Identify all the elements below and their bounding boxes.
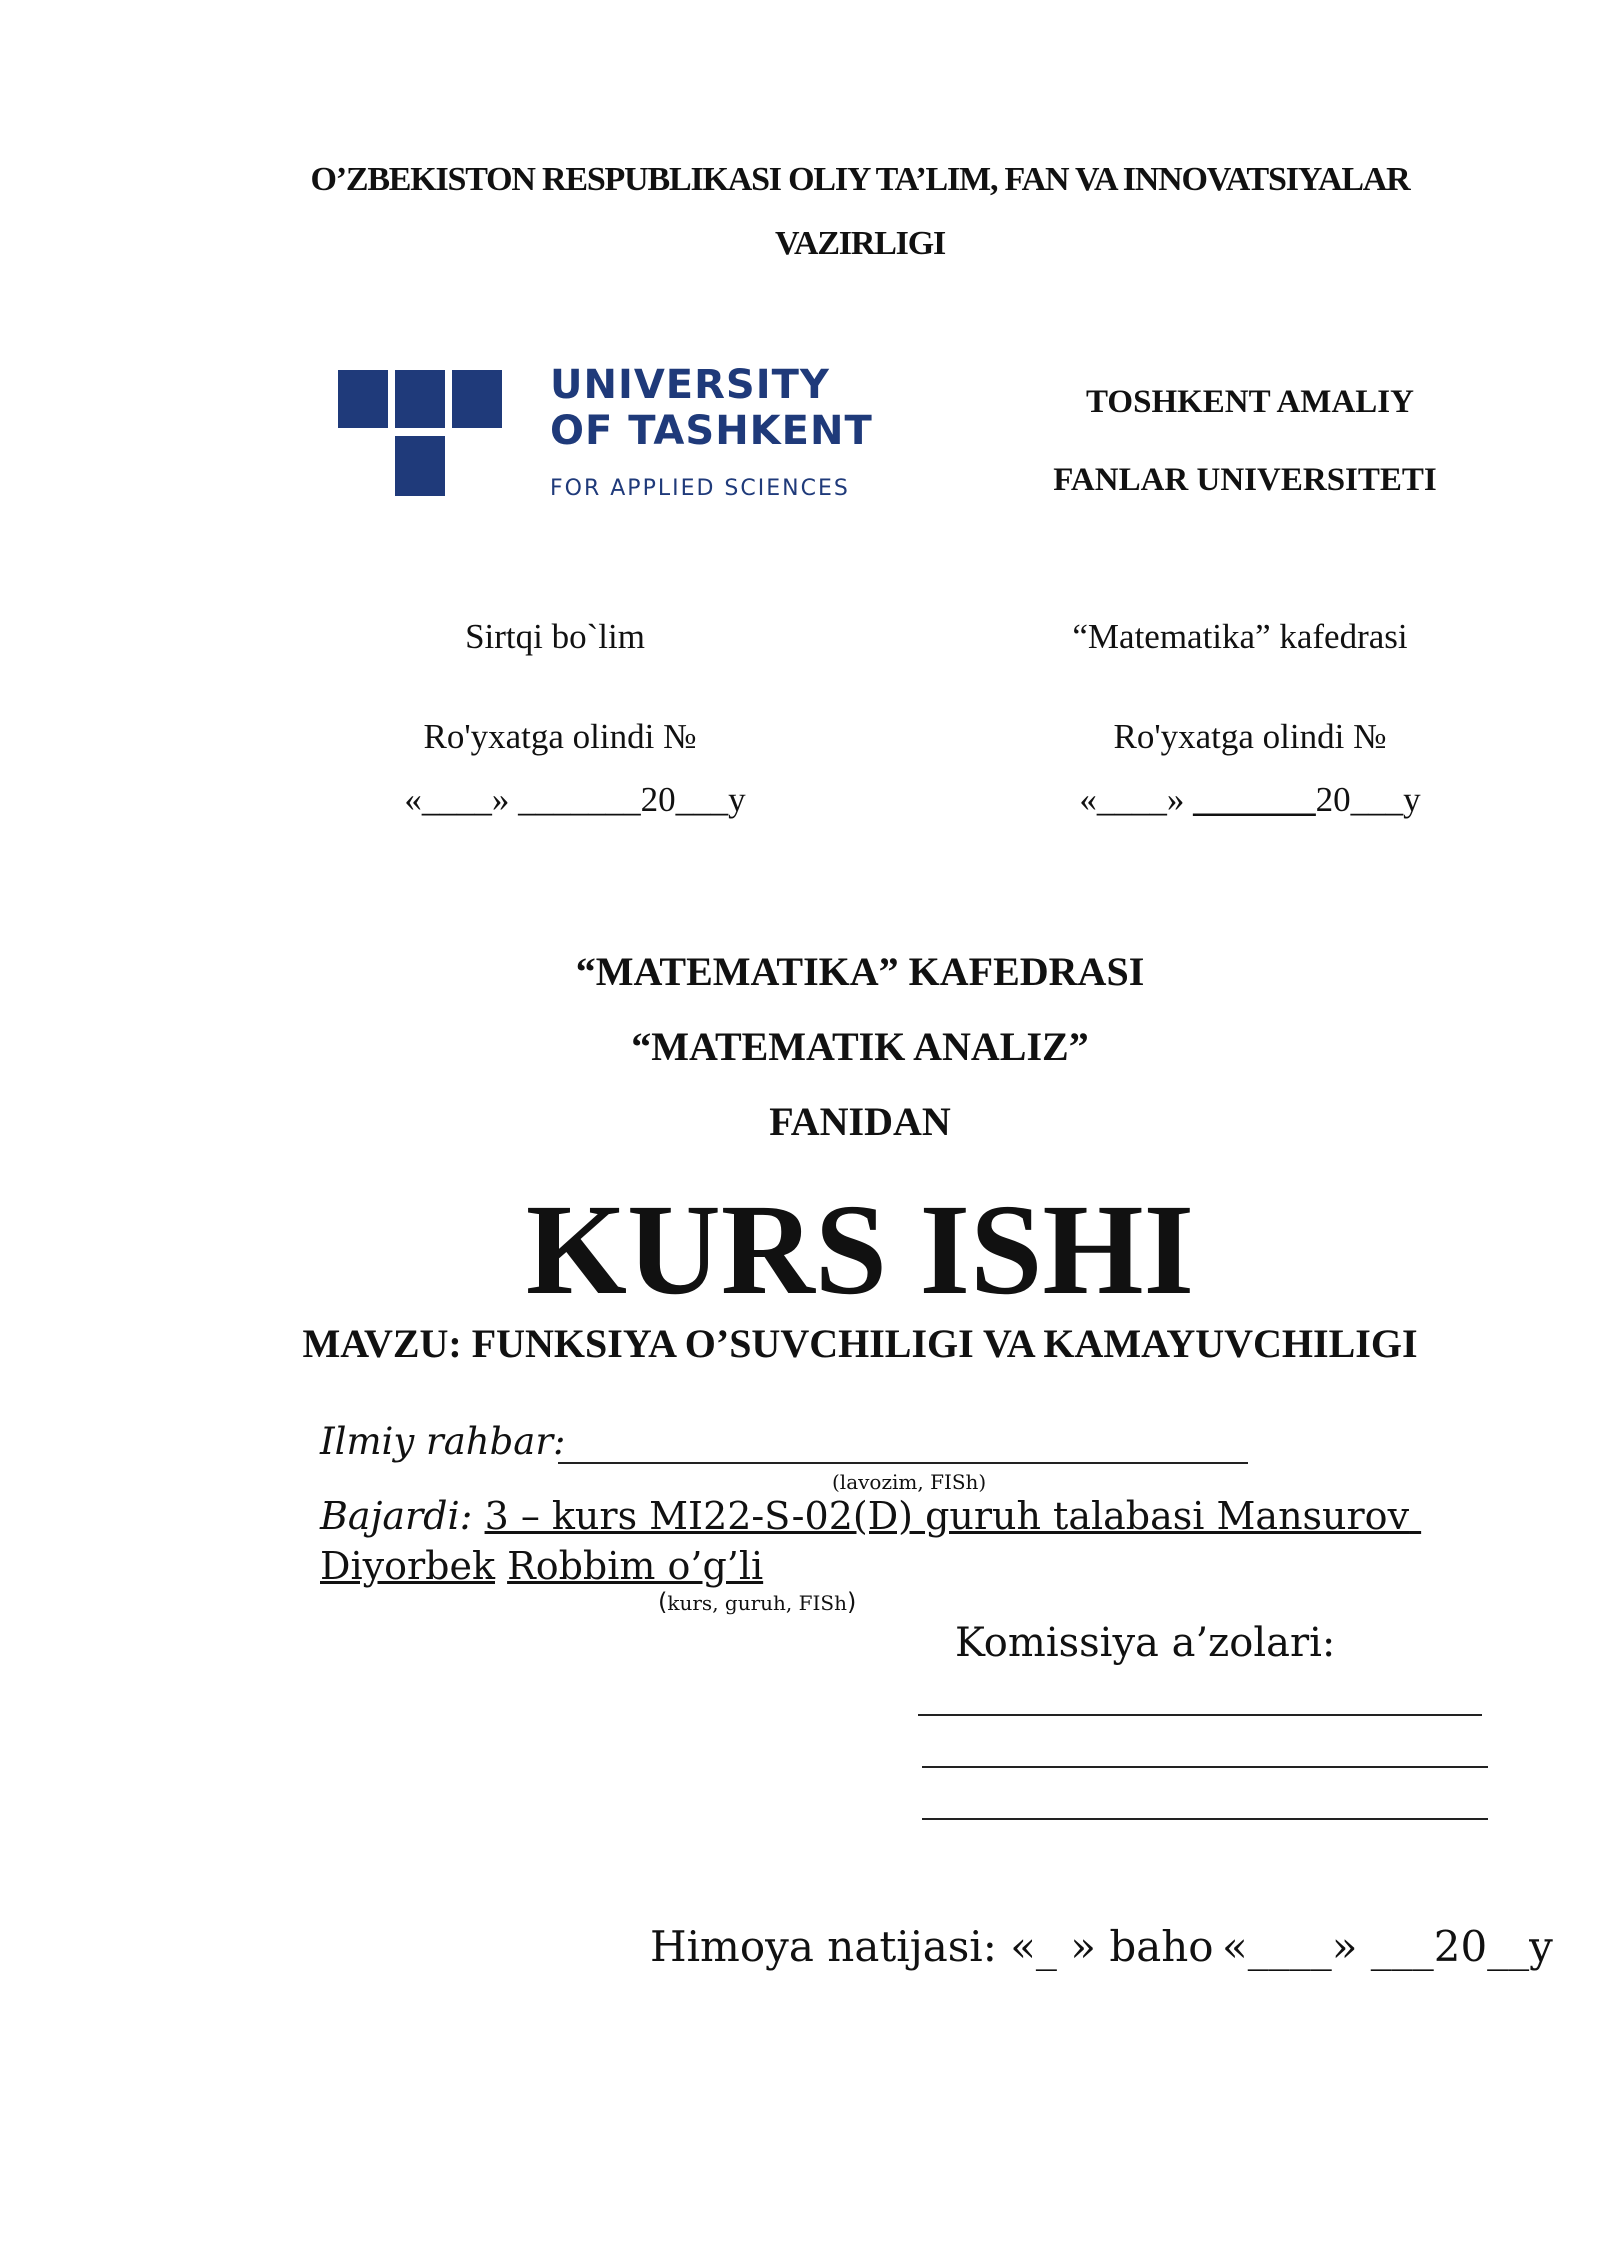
commission-label: Komissiya a’zolari:: [955, 1620, 1336, 1666]
logo-text-applied-sciences: FOR APPLIED SCIENCES: [550, 476, 850, 501]
ministry-title-line1: O’ZBEKISTON RESPUBLIKASI OLIY TA’LIM, FAN VA INNOVATSIYALAR: [310, 161, 1410, 198]
university-logo-icon: [338, 370, 508, 500]
logo-text-of-tashkent: OF TASHKENT: [550, 408, 873, 454]
author-name-rest: Robbim o’g’li: [507, 1544, 764, 1588]
ministry-title-line2: VAZIRLIGI: [775, 225, 945, 262]
right-date-open: «____»: [1079, 780, 1194, 819]
left-date: «____» _______20___y: [404, 780, 746, 819]
commission-line-2: [922, 1766, 1488, 1768]
supervisor-line: [558, 1462, 1248, 1464]
left-registered: Ro'yxatga olindi №: [423, 717, 697, 756]
author-line2: [320, 1544, 763, 1588]
right-date-close: 20___y: [1315, 780, 1421, 819]
commission-line-1: [918, 1714, 1482, 1716]
course-kafedra: “MATEMATIKA” KAFEDRASI: [575, 949, 1145, 994]
author-name-first: Diyorbek: [320, 1544, 495, 1588]
right-date-blank: _______: [1193, 780, 1316, 819]
supervisor-label: Ilmiy rahbar:: [320, 1420, 566, 1463]
course-subject: “MATEMATIK ANALIZ”: [631, 1024, 1089, 1069]
left-department: Sirtqi bo`lim: [465, 617, 645, 656]
course-fanidan: FANIDAN: [769, 1099, 951, 1144]
defense-date: «____» ___20__y: [1222, 1922, 1553, 1971]
topic: MAVZU: FUNKSIYA O’SUVCHILIGI VA KAMAYUVCHILIGI: [302, 1321, 1418, 1366]
author-caption: (kurs, guruh, FISh): [658, 1588, 857, 1616]
author-info: 3 – kurs MI22-S-02(D) guruh talabasi Mansurov: [484, 1494, 1410, 1538]
author-line1: [320, 1494, 1421, 1538]
supervisor-caption: (lavozim, FISh): [832, 1470, 987, 1494]
university-name-line2: FANLAR UNIVERSITETI: [1053, 462, 1437, 498]
right-department: “Matematika” kafedrasi: [1072, 617, 1408, 656]
right-date: [1030, 780, 1470, 820]
author-label: Bajardi:: [320, 1494, 473, 1538]
right-registered: Ro'yxatga olindi №: [1113, 717, 1387, 756]
university-name-line1: TOSHKENT AMALIY: [1086, 384, 1414, 420]
document-title: KURS ISHI: [525, 1178, 1195, 1322]
logo-text-university: UNIVERSITY: [550, 362, 830, 408]
defense-result: Himoya natijasi: «_ » baho: [650, 1922, 1214, 1971]
commission-line-3: [922, 1818, 1488, 1820]
